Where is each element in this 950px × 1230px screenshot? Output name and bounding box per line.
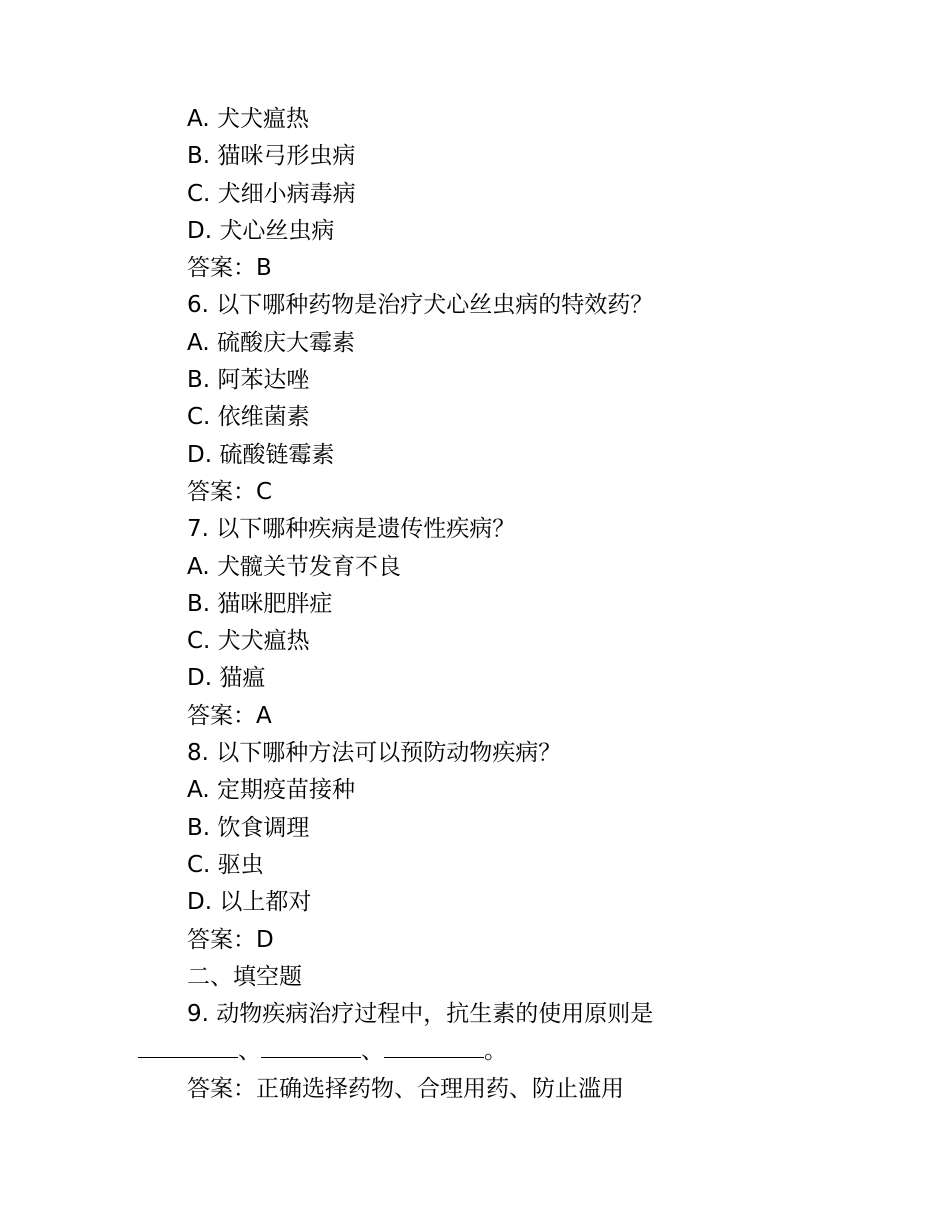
q9-answer: 答案：正确选择药物、合理用药、防止滥用 [187,1075,624,1102]
q6-answer: 答案：C [187,478,273,505]
q8-answer: 答案：D [187,926,274,953]
q7-option-a: A. 犬髋关节发育不良 [187,553,401,580]
q9-blanks-line [0,1033,950,1070]
q7-option-d: D. 猫瘟 [187,665,266,692]
q7-option-c: C. 犬犬瘟热 [187,628,310,655]
q6-option-c: C. 依维菌素 [187,404,310,431]
q8-question: 8. 以下哪种方法可以预防动物疾病？ [187,740,562,767]
section-heading: 二、填空题 [187,963,302,990]
q6-option-b: B. 阿苯达唑 [187,367,310,394]
q5-answer: 答案：B [187,255,272,282]
q6-question: 6. 以下哪种药物是治疗犬心丝虫病的特效药？ [187,292,654,319]
blank-separator: 、 [361,1038,384,1065]
q6-option-d: D. 硫酸链霉素 [187,441,335,468]
q5-option-d: D. 犬心丝虫病 [187,217,335,244]
end-mark: 。 [484,1038,507,1065]
blank-separator: 、 [238,1038,261,1065]
q8-option-c: C. 驱虫 [187,851,264,878]
q7-answer: 答案：A [187,702,272,729]
q8-option-a: A. 定期疫苗接种 [187,777,355,804]
document-content [0,101,950,1108]
q7-question: 7. 以下哪种疾病是遗传性疾病？ [187,516,516,543]
fill-blank-1[interactable] [138,1033,238,1058]
q5-option-a: A. 犬犬瘟热 [187,106,309,132]
q8-option-b: B. 饮食调理 [187,814,310,841]
q7-option-b: B. 猫咪肥胖症 [187,590,333,617]
q5-option-b: B. 猫咪弓形虫病 [187,143,356,170]
fill-blank-3[interactable] [384,1033,484,1058]
fill-blank-2[interactable] [261,1033,361,1058]
q6-option-a: A. 硫酸庆大霉素 [187,329,355,356]
q5-option-c: C. 犬细小病毒病 [187,180,356,207]
q8-option-d: D. 以上都对 [187,889,312,916]
q9-question: 9. 动物疾病治疗过程中，抗生素的使用原则是 [187,1001,654,1028]
